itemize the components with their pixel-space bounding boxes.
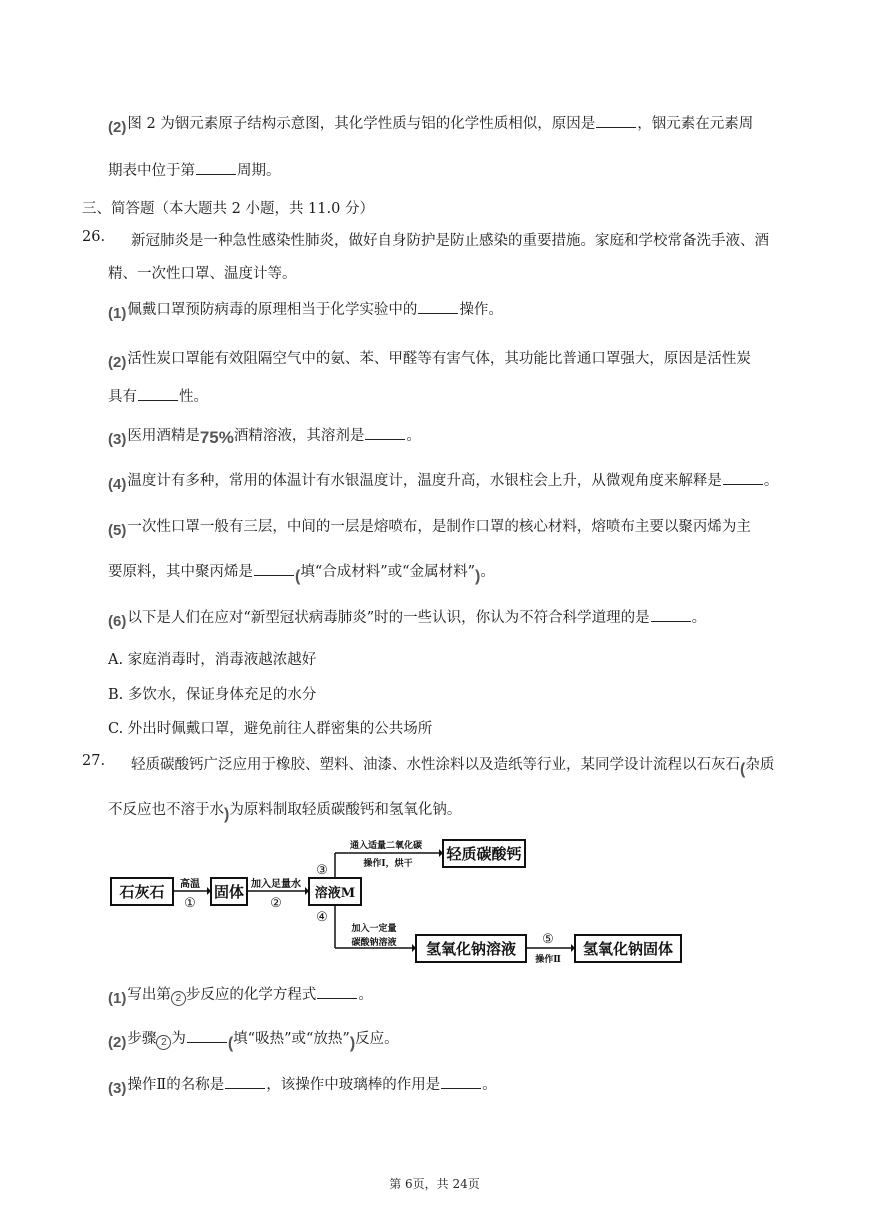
percent-value: 75%: [199, 428, 234, 447]
q26-part2-line1: (2)活性炭口罩能有效阻隔空气中的氨、苯、甲醛等有害气体，其功能比普通口罩强大，原因是活性炭: [108, 351, 751, 371]
svg-text:②: ②: [270, 896, 282, 911]
q26-part2-line2: 具有 性。: [108, 389, 208, 405]
svg-text:操作Ⅱ: 操作Ⅱ: [535, 955, 561, 965]
answer-blank[interactable]: [317, 997, 357, 999]
q26-stem-line2: 精、一次性口罩、温度计等。: [108, 266, 297, 282]
q27-number: 27.: [82, 753, 106, 769]
label-solution-m: 溶液M: [314, 886, 356, 901]
svg-text:④: ④: [316, 910, 328, 925]
q26-option-a: A. 家庭消毒时，消毒液越浓越好: [108, 652, 317, 668]
answer-blank[interactable]: [225, 1087, 265, 1089]
q27-part2: (2)步骤 2 为 (填“吸热”或“放热”)反应。: [108, 1031, 399, 1052]
q26-option-c: C. 外出时佩戴口罩，避免前往人群密集的公共场所: [108, 721, 433, 737]
svg-text:通入适量二氧化碳: 通入适量二氧化碳: [349, 841, 423, 851]
step-number-circle: 2: [156, 1035, 171, 1050]
svg-text:⑤: ⑤: [542, 932, 554, 947]
svg-text:①: ①: [184, 896, 196, 911]
q26-part5-line1: (5)一次性口罩一般有三层，中间的一层是熔喷布，是制作口罩的核心材料，熔喷布主要以聚丙烯为主: [108, 519, 751, 539]
q26-stem-line1: 新冠肺炎是一种急性感染性肺炎，做好自身防护是防止感染的重要措施。家庭和学校常备洗手液、酒: [131, 233, 769, 249]
q26-part6: (6)以下是人们在应对“新型冠状病毒肺炎”时的一些认识，你认为不符合科学道理的是 。: [108, 610, 707, 630]
q26-part5-line2: 要原料，其中聚丙烯是 (填“合成材料”或“金属材料”)。: [108, 564, 495, 585]
q27-stem-line1: 轻质碳酸钙广泛应用于橡胶、塑料、油漆、水性涂料以及造纸等行业，某同学设计流程以石灰石(杂质: [131, 757, 775, 778]
q27-stem-line2: 不反应也不溶于水)为原料制取轻质碳酸钙和氢氧化钠。: [108, 802, 462, 823]
q26-part1: (1)佩戴口罩预防病毒的原理相当于化学实验中的 操作。: [108, 302, 503, 322]
q25-part2-line2: 期表中位于第 周期。: [108, 163, 281, 179]
label-light-caco3: 轻质碳酸钙: [446, 845, 522, 863]
q27-part1: (1)写出第 2 步反应的化学方程式 。: [108, 987, 373, 1007]
svg-text:操作Ⅰ，烘干: 操作Ⅰ，烘干: [363, 859, 413, 869]
q26-option-b: B. 多饮水，保证身体充足的水分: [108, 687, 317, 703]
svg-text:③: ③: [316, 863, 328, 878]
label-solid: 固体: [213, 883, 245, 901]
svg-text:碳酸钠溶液: 碳酸钠溶液: [351, 938, 397, 948]
part-number: (2): [108, 119, 127, 136]
label-limestone: 石灰石: [119, 883, 165, 901]
answer-blank[interactable]: [187, 1041, 227, 1043]
svg-text:加入足量水: 加入足量水: [251, 879, 301, 890]
section-heading: 三、简答题（本大题共 2 小题，共 11.0 分）: [82, 201, 374, 217]
svg-text:高温: 高温: [180, 879, 200, 890]
q26-number: 26.: [82, 229, 106, 245]
step-number-circle: 2: [171, 991, 186, 1006]
q25-part2-line1: (2)图 2 为铟元素原子结构示意图，其化学性质与铝的化学性质相似，原因是 ，铟元素在元素周: [108, 116, 754, 136]
label-naoh-solid: 氢氧化钠固体: [582, 940, 674, 958]
q26-part4: (4)温度计有多种，常用的体温计有水银温度计，温度升高，水银柱会上升，从微观角度来解释是 。: [108, 473, 779, 493]
answer-blank[interactable]: [441, 1087, 481, 1089]
q26-part3: (3)医用酒精是75%酒精溶液，其溶剂是 。: [108, 428, 421, 448]
page-footer: 第 6页，共 24页: [389, 1177, 480, 1191]
q27-part3: (3)操作Ⅱ的名称是 ，该操作中玻璃棒的作用是 。: [108, 1077, 497, 1097]
svg-text:加入一定量: 加入一定量: [351, 924, 397, 934]
label-naoh-solution: 氢氧化钠溶液: [425, 940, 517, 958]
